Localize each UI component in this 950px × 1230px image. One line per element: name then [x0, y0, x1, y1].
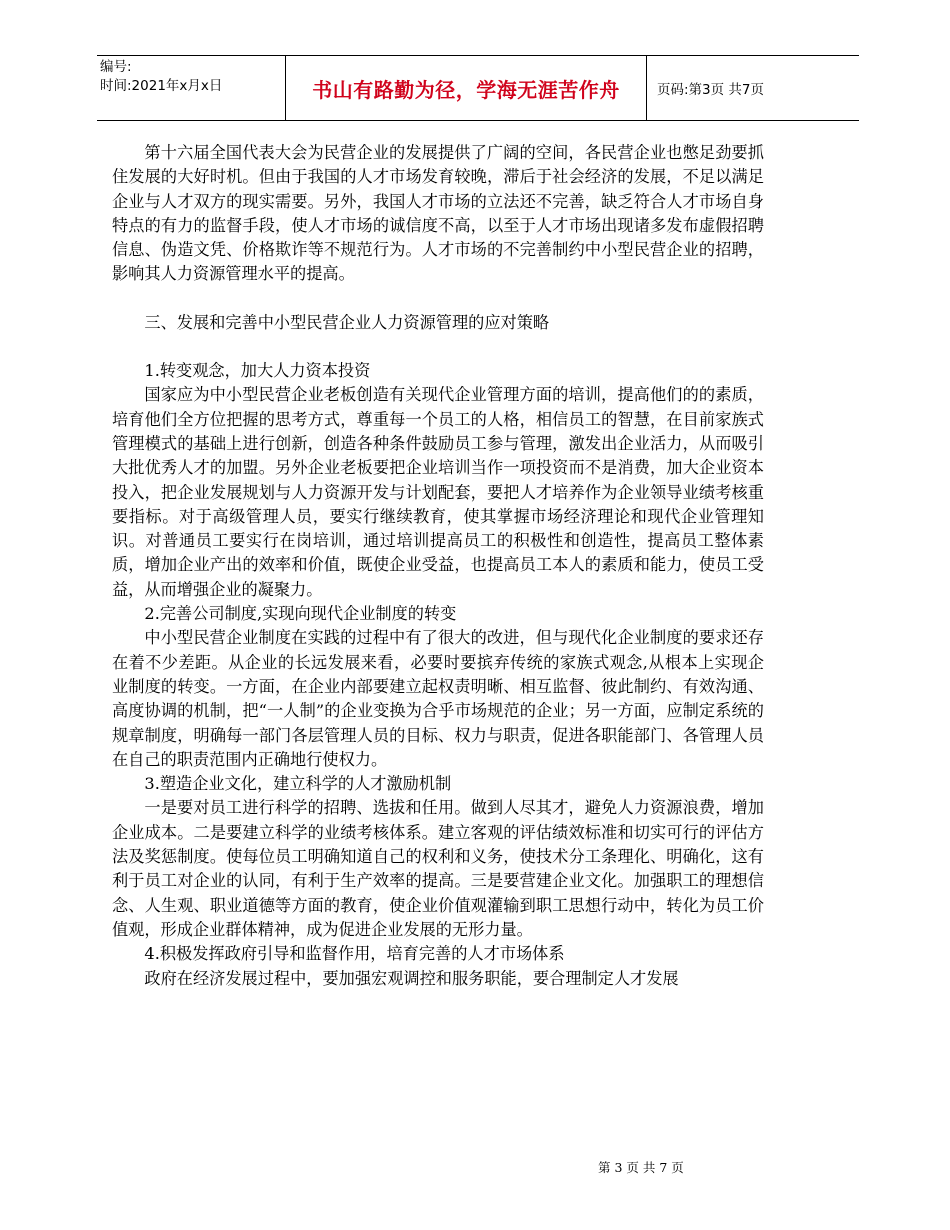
spacer: [112, 335, 764, 359]
paragraph-4: 政府在经济发展过程中，要加强宏观调控和服务职能，要合理制定人才发展: [144, 968, 679, 988]
subheading-1: 1.转变观念，加大人力资本投资: [144, 361, 371, 381]
header-meta: [97, 56, 285, 120]
page-header: [97, 55, 859, 121]
paragraph-2: 中小型民营企业制度在实践的过程中有了很大的改进，但与现代化企业制度的要求还存在着不少差距。从企业的长远发展来看，必要时要摈弃传统的家族式观念,从根本上实现企业制度的转变。一方面，在企业内部要建立起权责明晰、相互监督、彼此制约、有效沟通、高度协调的机制，把“一人制”的企业变换为合乎市场规范的企业；另一方面，应制定系统的规章制度，明确每一部门各层管理人员的目标、权力与职责，促进各职能部门、各管理人员在自己的职责范围内正确地行使权力。: [112, 628, 764, 769]
paragraph-1: 国家应为中小型民营企业老板创造有关现代企业管理方面的培训，提高他们的的素质，培育他们全方位把握的思考方式，尊重每一个员工的人格，相信员工的智慧，在目前家族式管理模式的基础上进行创新，创造各种条件鼓励员工参与管理，激发出企业活力，从而吸引大批优秀人才的加盟。另外企业老板要把企业培训当作一项投资而不是消费，加大企业资本投入，把企业发展规划与人力资源开发与计划配套，要把人才培养作为企业领导业绩考核重要指标。对于高级管理人员，要实行继续教育，使其掌握市场经济理论和现代企业管理知识。对普通员工要实行在岗培训，通过培训提高员工的积极性和创造性，提高员工整体素质，增加企业产出的效率和价值，既使企业受益，也提高员工本人的素质和能力，使员工受益，从而增强企业的凝聚力。: [112, 385, 764, 599]
paragraph-3: 一是要对员工进行科学的招聘、选拔和任用。做到人尽其才，避免人力资源浪费，增加企业成本。二是要建立科学的业绩考核体系。建立客观的评估绩效标准和切实可行的评估方法及奖惩制度。使每位员工明确知道自己的权利和义务，使技术分工条理化、明确化，这有利于员工对企业的认同，有利于生产效率的提高。三是要营建企业文化。加强职工的理想信念、人生观、职业道德等方面的教育，使企业价值观灌输到职工思想行动中，转化为员工价值观，形成企业群体精神，成为促进企业发展的无形力量。: [112, 798, 764, 939]
time-label: 时间:2021年x月x日: [100, 78, 223, 94]
header-page-label: 页码:第3页 共7页: [657, 82, 765, 98]
section-heading: 三、发展和完善中小型民营企业人力资源管理的应对策略: [144, 312, 550, 332]
subheading-2: 2.完善公司制度,实现向现代企业制度的转变: [144, 604, 457, 624]
subheading-3: 3.塑造企业文化，建立科学的人才激励机制: [144, 774, 452, 794]
subheading-4: 4.积极发挥政府引导和监督作用，培育完善的人才市场体系: [144, 944, 565, 964]
header-motto: 书山有路勤为径，学海无涯苦作舟: [285, 56, 647, 120]
spacer: [112, 287, 764, 311]
body-text: [112, 141, 764, 991]
number-label: 编号:: [100, 59, 132, 75]
paragraph-intro: 第十六届全国代表大会为民营企业的发展提供了广阔的空间，各民营企业也憋足劲要抓住发展的大好时机。但由于我国的人才市场发育较晚，滞后于社会经济的发展，不足以满足企业与人才双方的现实需要。另外，我国人才市场的立法还不完善，缺乏符合人才市场自身特点的有力的监督手段，使人才市场的诚信度不高，以至于人才市场出现诸多发布虚假招聘信息、伪造文凭、价格欺诈等不规范行为。人才市场的不完善制约中小型民营企业的招聘，影响其人力资源管理水平的提高。: [112, 143, 764, 284]
page-footer: 第 3 页 共 7 页: [598, 1160, 684, 1175]
